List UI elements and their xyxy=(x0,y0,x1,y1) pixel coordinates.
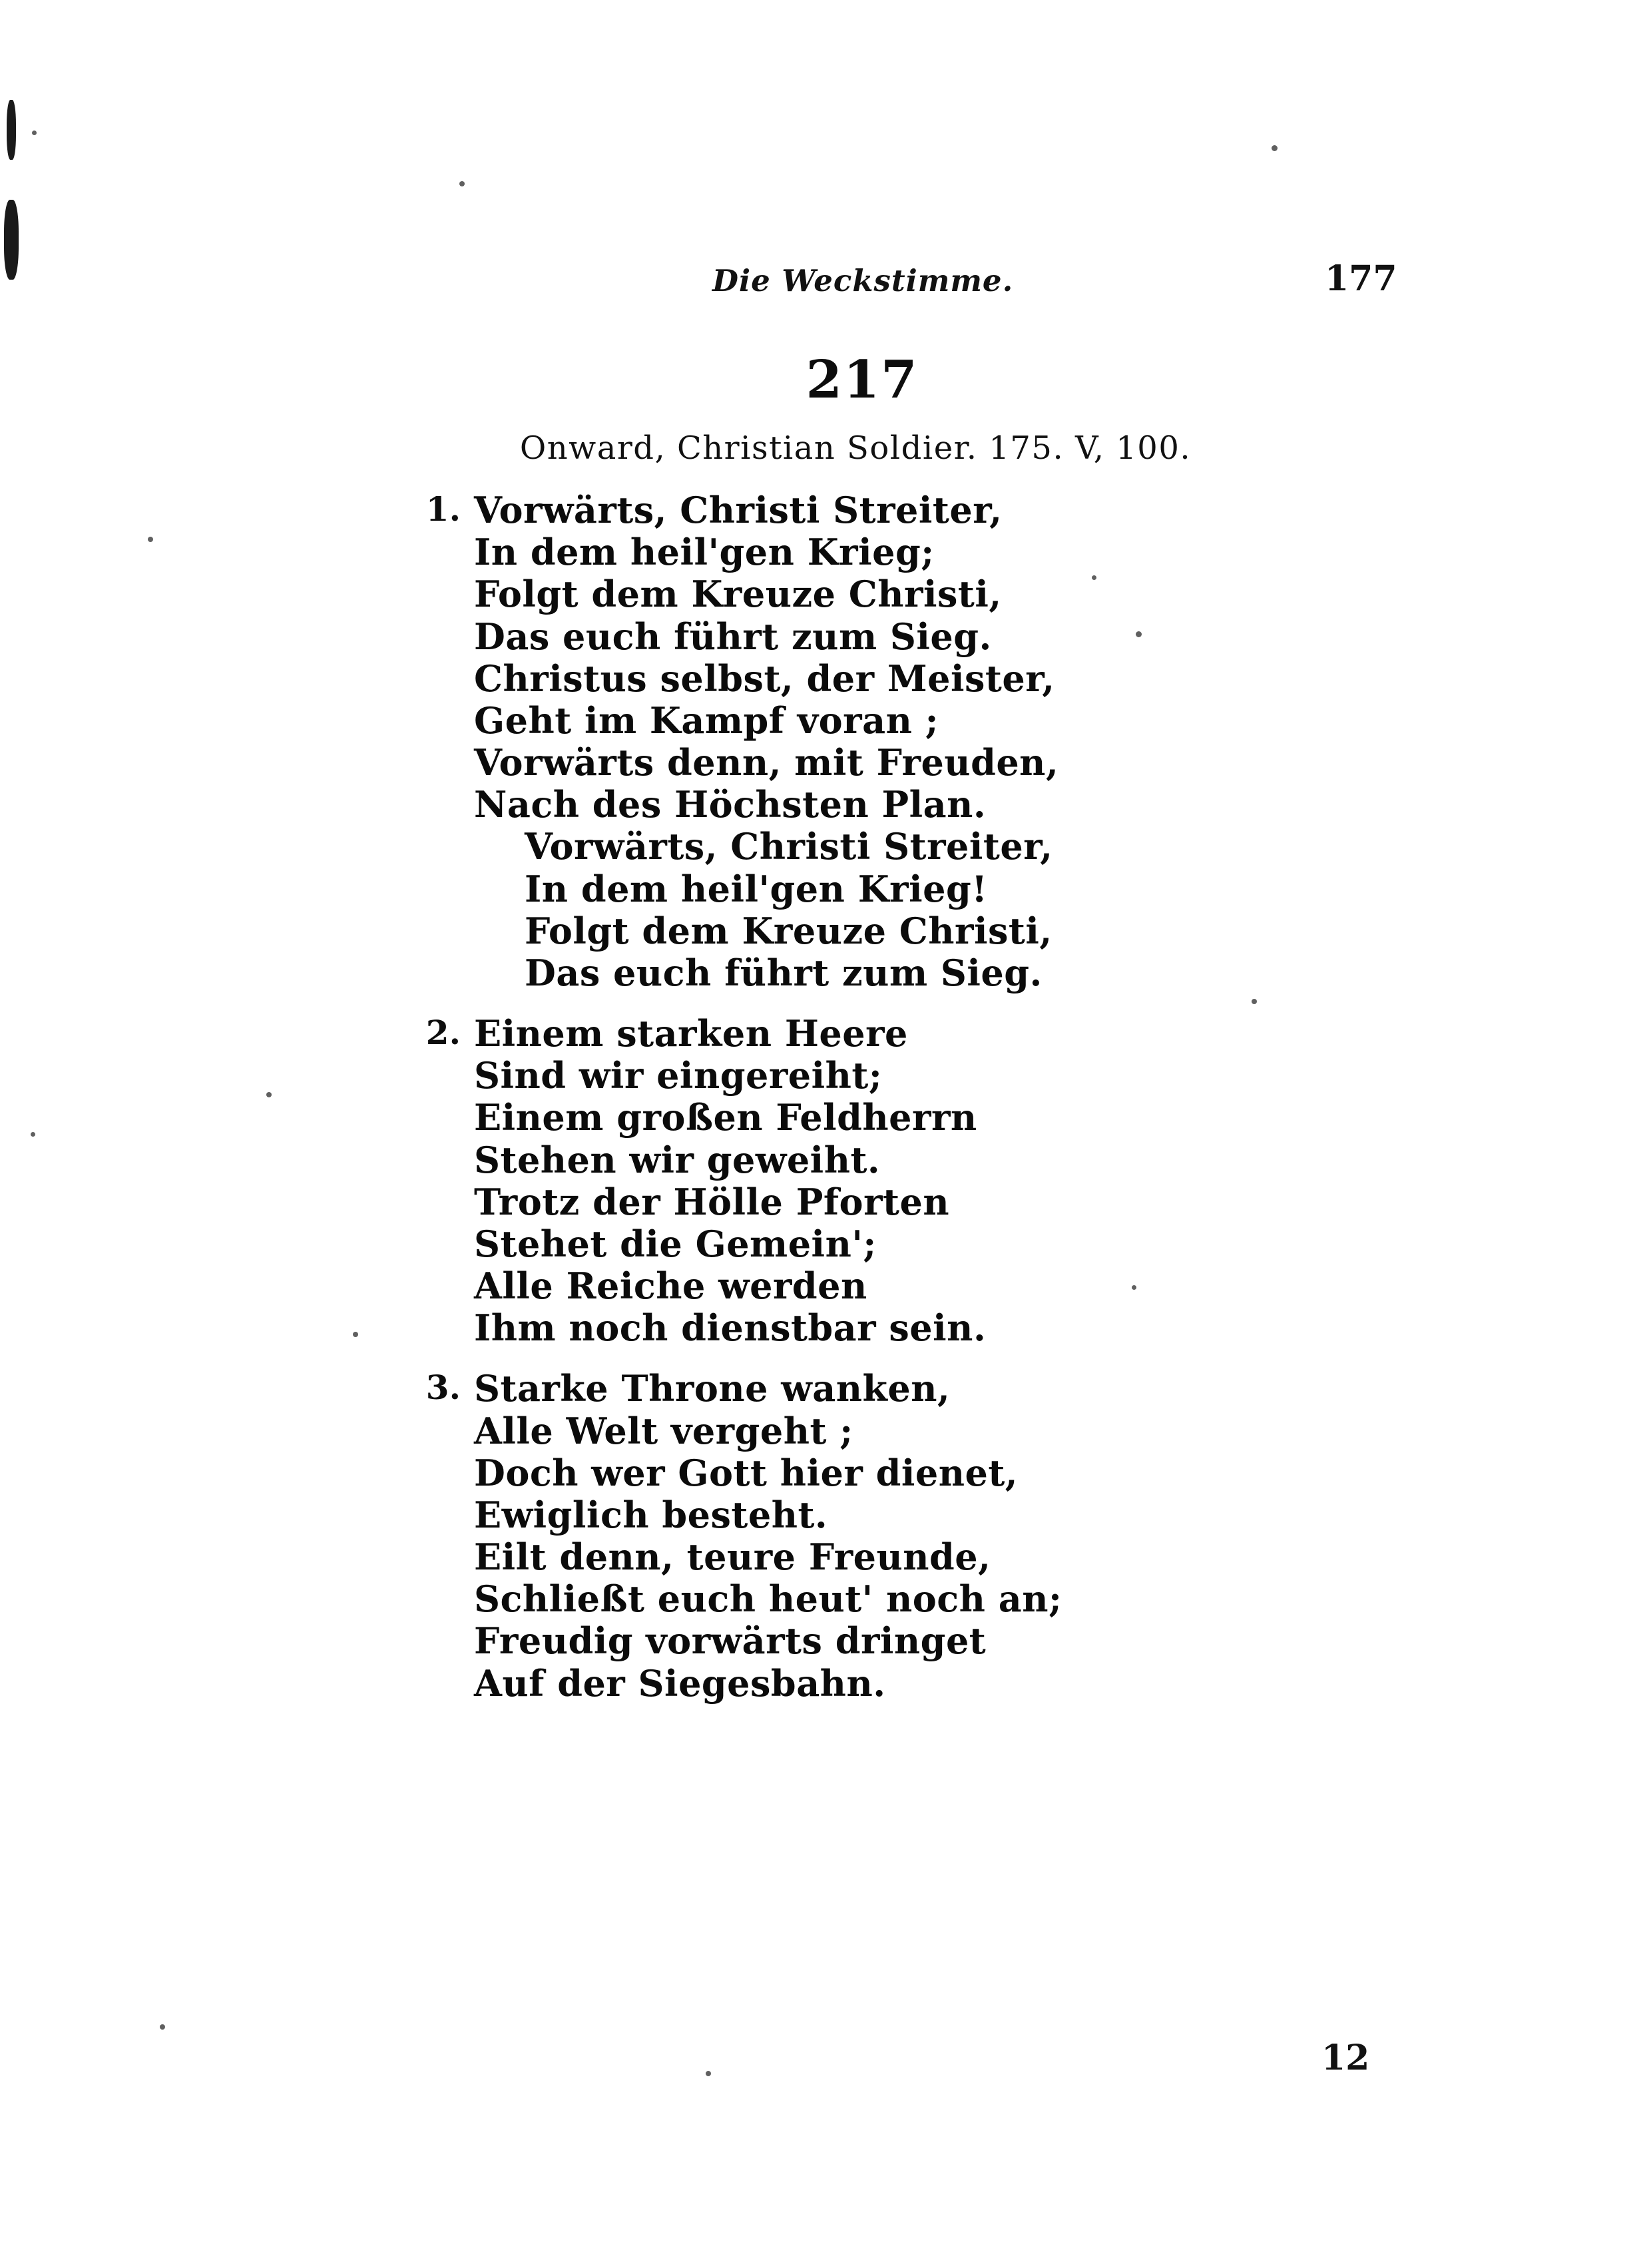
verse-line: Folgt dem Kreuze Christi, xyxy=(525,909,1053,952)
page-left-margin xyxy=(0,0,17,2268)
verse-lines xyxy=(474,489,1465,994)
verse xyxy=(399,1013,1465,1349)
verse xyxy=(399,1368,1465,1704)
verse-line: Eilt denn, teure Freunde, xyxy=(474,1536,991,1579)
page-number: 177 xyxy=(1325,258,1397,299)
verse-line: Nach des Höchsten Plan. xyxy=(474,783,987,826)
verse-lines xyxy=(474,1368,1465,1704)
running-head xyxy=(712,263,1138,298)
page-speckle xyxy=(32,131,37,135)
page-speckle xyxy=(1272,145,1278,151)
verse-line: Das euch führt zum Sieg. xyxy=(474,615,992,658)
verse-line: Christus selbst, der Meister, xyxy=(474,657,1055,700)
hymn-verses xyxy=(399,489,1465,1723)
verse-line: Das euch führt zum Sieg. xyxy=(525,951,1043,994)
hymn-number: 217 xyxy=(806,350,919,410)
verse-line: Ewiglich besteht. xyxy=(474,1493,828,1536)
verse-line: Sind wir eingereiht; xyxy=(474,1054,883,1097)
verse-line: Trotz der Hölle Pforten xyxy=(474,1180,950,1223)
verse-line: Vorwärts, Christi Streiter, xyxy=(525,825,1053,868)
verse-line: Alle Reiche werden xyxy=(474,1265,867,1308)
page-speckle xyxy=(31,1132,35,1137)
verse-line: Stehen wir geweiht. xyxy=(474,1138,881,1181)
page-speckle xyxy=(148,537,153,542)
scan-artifact xyxy=(7,100,16,160)
tune-reference-line: Onward, Christian Soldier. 175. V, 100. xyxy=(519,429,1192,467)
verse-number: 1. xyxy=(425,489,461,529)
verse-line: Vorwärts denn, mit Freuden, xyxy=(474,741,1059,784)
page-speckle xyxy=(160,2024,165,2030)
verse-line: Auf der Siegesbahn. xyxy=(474,1661,886,1705)
running-head-title: Die Weckstimme. xyxy=(712,263,1014,298)
page-speckle xyxy=(459,181,465,186)
verse-line: In dem heil'gen Krieg! xyxy=(525,867,988,910)
page-speckle xyxy=(353,1332,358,1337)
page-speckle xyxy=(266,1092,272,1097)
verse-line: Folgt dem Kreuze Christi, xyxy=(474,573,1002,616)
verse-line: Starke Throne wanken, xyxy=(474,1367,951,1410)
verse-line: Ihm noch dienstbar sein. xyxy=(474,1306,987,1350)
verse-line: Einem großen Feldherrn xyxy=(474,1096,977,1139)
verse-line: Einem starken Heere xyxy=(474,1012,908,1055)
verse-line: Schließt euch heut' noch an; xyxy=(474,1577,1062,1621)
verse-lines xyxy=(474,1013,1465,1349)
verse-line: Stehet die Gemein'; xyxy=(474,1222,877,1265)
verse-line: Geht im Kampf voran ; xyxy=(474,699,939,742)
verse-number: 2. xyxy=(425,1013,461,1053)
verse-line: Alle Welt vergeht ; xyxy=(474,1409,853,1452)
verse xyxy=(399,489,1465,994)
page-speckle xyxy=(706,2071,711,2076)
verse-line: In dem heil'gen Krieg; xyxy=(474,531,935,574)
scan-artifact xyxy=(4,200,19,280)
verse-line: Vorwärts, Christi Streiter, xyxy=(474,489,1003,531)
verse-number: 3. xyxy=(425,1368,461,1408)
verse-line: Doch wer Gott hier dienet, xyxy=(474,1451,1019,1494)
verse-line: Freudig vorwärts dringet xyxy=(474,1619,987,1663)
signature-mark: 12 xyxy=(1321,2038,1370,2078)
